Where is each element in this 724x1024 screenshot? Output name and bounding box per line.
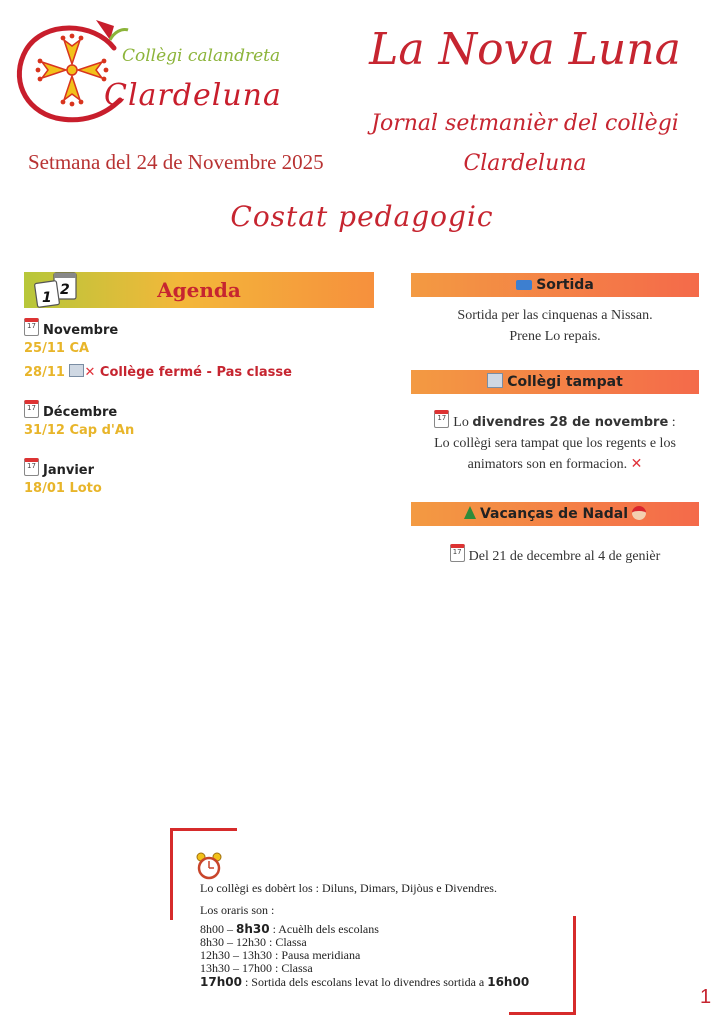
frame-corner-left — [170, 828, 173, 920]
newsletter-title: La Nova Luna — [369, 24, 681, 75]
event-date: 28/11 — [24, 365, 65, 380]
month-label: Janvier — [43, 463, 95, 478]
hours-row-bold: 8h30 — [236, 922, 270, 936]
agenda-month-janvier — [24, 458, 94, 478]
santa-icon — [632, 506, 646, 520]
tampat-line-1 — [411, 410, 699, 433]
frame-corner-right — [573, 916, 576, 1015]
opening-days: Lo collègi es dobèrt los : Diluns, Dimars, Dijòus e Divendres. — [200, 881, 497, 895]
tampat-line-3-text: animators son en formacion. — [467, 457, 628, 472]
sortida-line-2: Prene Lo repais. — [509, 329, 601, 344]
calendar-icon — [24, 400, 39, 418]
newsletter-subtitle — [360, 104, 690, 184]
frame-corner-top — [170, 828, 237, 831]
cross-mark-icon: ✕ — [84, 365, 96, 380]
tampat-line-2: Lo collègi sera tampat que los regents e los — [434, 436, 676, 451]
nadal-text — [411, 544, 699, 567]
tampat-text — [411, 410, 699, 475]
subtitle-line-1: Jornal setmanièr del collègi — [371, 111, 679, 136]
agenda-event: 18/01 Loto — [24, 481, 102, 496]
bus-icon — [516, 280, 532, 290]
school-building-icon — [69, 364, 84, 377]
agenda-month-decembre — [24, 400, 117, 420]
hours-intro: Los oraris son : — [200, 903, 275, 917]
logo-subtitle: Collègi calandreta — [122, 46, 281, 66]
calendar-icon — [24, 458, 39, 476]
tampat-lead: Lo — [453, 415, 469, 430]
christmas-tree-icon — [464, 506, 476, 519]
calendar-icon — [434, 410, 449, 428]
hours-last-bold-2: 16h00 — [487, 975, 530, 989]
agenda-event: 31/12 Cap d'An — [24, 423, 135, 438]
tampat-colon: : — [668, 415, 676, 430]
sortida-text — [411, 305, 699, 347]
hours-row-label: : Acuèlh dels escolans — [269, 922, 379, 936]
cross-mark-icon: ✕ — [630, 456, 643, 472]
hours-row: 8h30 – 12h30 : Classa — [200, 935, 307, 949]
sortida-header — [411, 273, 699, 297]
hours-row: 12h30 – 13h30 : Pausa meridiana — [200, 948, 361, 962]
hours-row-last — [200, 976, 529, 989]
nadal-title: Vacanças de Nadal — [479, 506, 628, 522]
nadal-header — [411, 502, 699, 526]
page-number: 1 — [700, 986, 712, 1008]
week-date: Setmana del 24 de Novembre 2025 — [28, 150, 324, 174]
calendar-digit-1: 1 — [42, 290, 52, 306]
calendar-digit-2: 2 — [60, 282, 70, 298]
tampat-title: Collègi tampat — [507, 374, 623, 390]
agenda-event: 25/11 CA — [24, 341, 90, 356]
nadal-dates: Del 21 de decembre al 4 de genièr — [468, 549, 661, 564]
subtitle-line-2: Clardeluna — [463, 151, 587, 176]
agenda-event-closed — [24, 364, 292, 380]
alarm-clock-icon — [196, 852, 222, 880]
hours-row-start: 8h00 – — [200, 922, 236, 936]
sortida-line-1: Sortida per las cinquenas a Nissan. — [457, 308, 653, 323]
calendar-icon — [24, 318, 39, 336]
tampat-date: divendres 28 de novembre — [472, 415, 669, 430]
month-label: Novembre — [43, 323, 119, 338]
hours-row: 13h30 – 17h00 : Classa — [200, 961, 313, 975]
agenda-month-novembre — [24, 318, 118, 338]
section-title: Costat pedagogic — [230, 200, 494, 233]
tampat-header — [411, 370, 699, 394]
agenda-title: Agenda — [157, 278, 241, 302]
logo-name: Clardeluna — [104, 78, 282, 113]
sortida-title: Sortida — [536, 277, 594, 293]
event-closed-text: Collège fermé - Pas classe — [99, 365, 292, 380]
tampat-line-3 — [411, 454, 699, 475]
agenda-header — [24, 272, 374, 308]
hours-last-bold: 17h00 — [200, 975, 242, 989]
hours-last-text: : Sortida dels escolans levat lo divendres sortida a — [241, 975, 488, 989]
school-building-icon — [487, 373, 503, 388]
frame-corner-bottom — [509, 1012, 576, 1015]
month-label: Décembre — [43, 405, 118, 420]
calendar-icon — [450, 544, 465, 562]
